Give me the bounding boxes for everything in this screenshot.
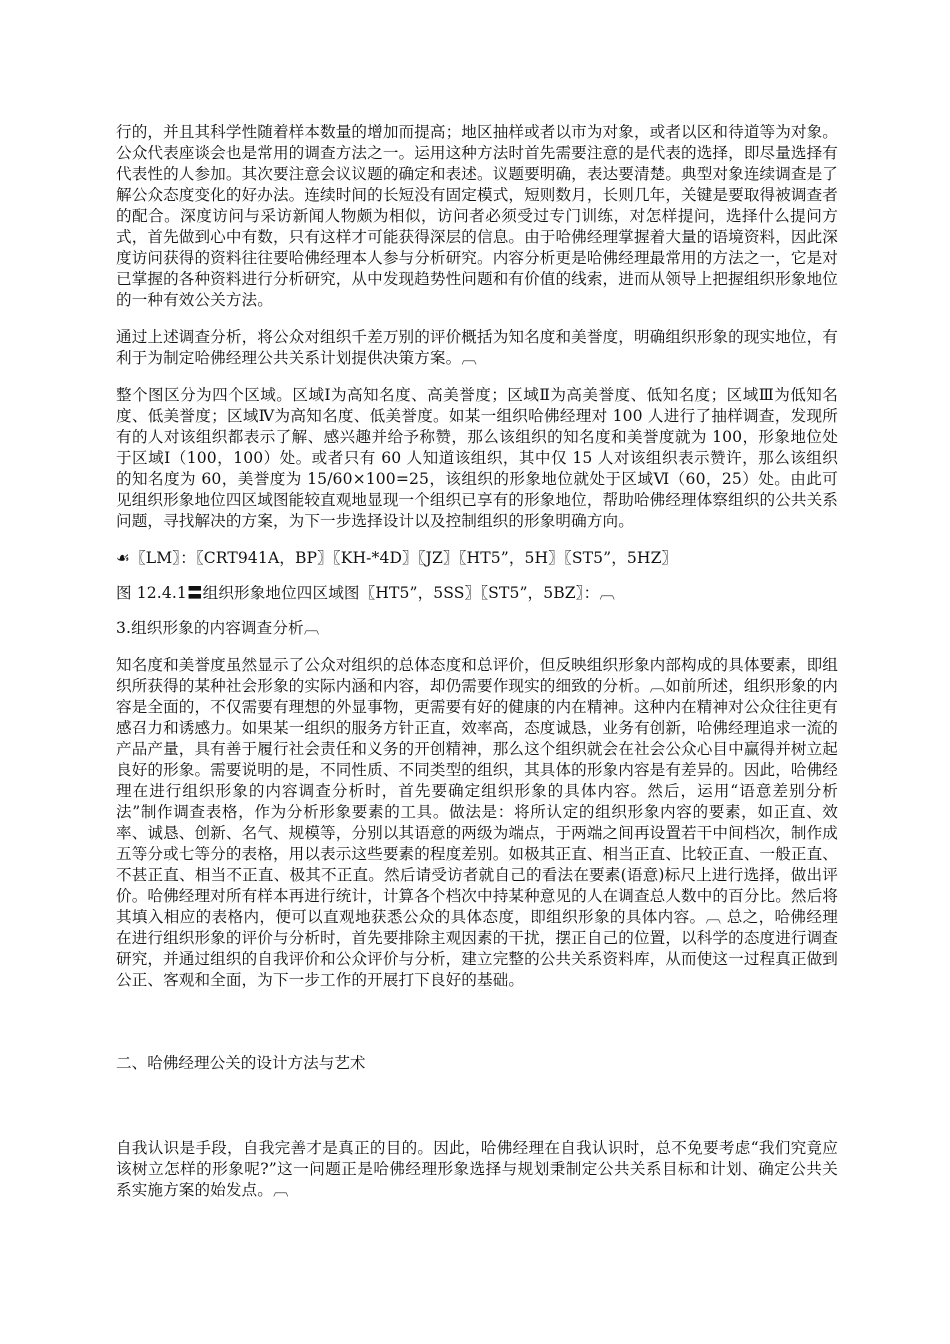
paragraph-survey-methods: 行的，并且其科学性随着样本数量的增加而提高；地区抽样或者以市为对象，或者以区和待道等为对象。公众代表座谈会也是常用的调查方法之一。运用这种方法时首先需要注意的是代表的选择，即尽量选择有代表性的人参加。其次要注意会议议题的确定和表述。议题要明确，表达要清楚。典型对象连续调查是了解公众态度变化的好办法。连续时间的长短没有固定模式，短则数月，长则几年，关键是要取得被调查者的配合。深度访问与采访新闻人物颇为相似，访问者必须受过专门训练，对怎样提问，选择什么提问方式，首先做到心中有数，只有这样才可能获得深层的信息。由于哈佛经理掌握着大量的语境资料，因此深度访问获得的资料往往要哈佛经理本人参与分析研究。内容分析更是哈佛经理最常用的方法之一，它是对已掌握的各种资料进行分析研究，从中发现趋势性问题和有价值的线索，进而从领导上把握组织形象地位的一种有效公关方法。 xyxy=(116,123,838,309)
typesetting-code-line: ☙〖LM〗：〖CRT941A，BP〗〖KH-*4D〗〖JZ〗〖HT5”，5H〗〖ST5”，5HZ〗 xyxy=(116,549,678,567)
paragraph-survey-summary: 通过上述调查分析，将公众对组织千差万别的评价概括为知名度和美誉度，明确组织形象的现实地位，有利于为制定哈佛经理公共关系计划提供决策方案。︹ xyxy=(116,328,838,367)
figure-caption: 图 12.4.1〓组织形象地位四区域图〖HT5”，5SS〗〖ST5”，5BZ〗：︹ xyxy=(116,584,616,602)
paragraph-content-analysis: 知名度和美誉度虽然显示了公众对组织的总体态度和总评价，但反映组织形象内部构成的具体要素，即组织所获得的某种社会形象的实际内涵和内容，却仍需要作现实的细致的分析。︹如前所述，组织形象的内容是全面的，不仅需要有理想的外显事物，更需要有好的健康的内在精神。这种内在精神对公众往往更有感召力和诱感力。如果某一组织的服务方针正直，效率高，态度诚恳，业务有创新，哈佛经理追求一流的产品产量，具有善于履行社会责任和义务的开创精神，那么这个组织就会在社会公众心目中赢得并树立起良好的形象。需要说明的是，不同性质、不同类型的组织，其具体的形象内容是有差异的。因此，哈佛经理在进行组织形象的内容调查分析时，首先要确定组织形象的具体内容。然后，运用“语意差别分析法”制作调查表格，作为分析形象要素的工具。做法是：将所认定的组织形象内容的要素，如正直、效率、诚恳、创新、名气、规模等，分别以其语意的两级为端点，于两端之间再设置若干中间档次，制作成五等分或七等分的表格，用以表示这些要素的程度差别。如极其正直、相当正直、比较正直、一般正直、不甚正直、相当不正直、极其不正直。然后请受访者就自己的看法在要素(语意)标尺上进行选择，做出评价。哈佛经理对所有样本再进行统计，计算各个档次中持某种意见的人在调查总人数中的百分比。然后将其填入相应的表格内，便可以直观地获悉公众的具体态度，即组织形象的具体内容。︹ 总之，哈佛经理在进行组织形象的评价与分析时，首先要排除主观因素的干扰，摆正自己的位置，以科学的态度进行调查研究，并通过组织的自我评价和公众评价与分析，建立完整的公共关系资料库，从而使这一过程真正做到公正、客观和全面，为下一步工作的开展打下良好的基础。 xyxy=(116,656,838,989)
paragraph-four-region-chart: 整个图区分为四个区域。区域Ⅰ为高知名度、高美誉度；区域Ⅱ为高美誉度、低知名度；区域Ⅲ为低知名度、低美誉度；区域Ⅳ为高知名度、低美誉度。如某一组织哈佛经理对 100 人进行了抽样调查，发现所有的人对该组织都表示了解、感兴趣并给予称赞，那么该组织的知名度和美誉度就为 100，形象地位处于区域Ⅰ（100，100）处。或者只有 60 人知道该组织，其中仅 15 人对该组织表示赞许，那么该组织的知名度为 60，美誉度为 15/60×100=25，该组织的形象地位就处于区域Ⅵ（60，25）处。由此可见组织形象地位四区域图能较直观地显现一个组织已享有的形象地位，帮助哈佛经理体察组织的公共关系问题，寻找解决的方案，为下一步选择设计以及控制组织的形象明确方向。 xyxy=(116,386,838,530)
section-heading-content-analysis: 3.组织形象的内容调查分析︹ xyxy=(116,619,320,637)
document-page xyxy=(116,122,838,1201)
paragraph-self-knowledge: 自我认识是手段，自我完善才是真正的目的。因此，哈佛经理在自我认识时，总不免要考虑“我们究竟应该树立怎样的形象呢?”这一问题正是哈佛经理形象选择与规划秉制定公共关系目标和计划、确定公共关系实施方案的始发点。︹ xyxy=(116,1139,838,1199)
section-heading-design-methods: 二、哈佛经理公关的设计方法与艺术 xyxy=(116,1054,366,1072)
